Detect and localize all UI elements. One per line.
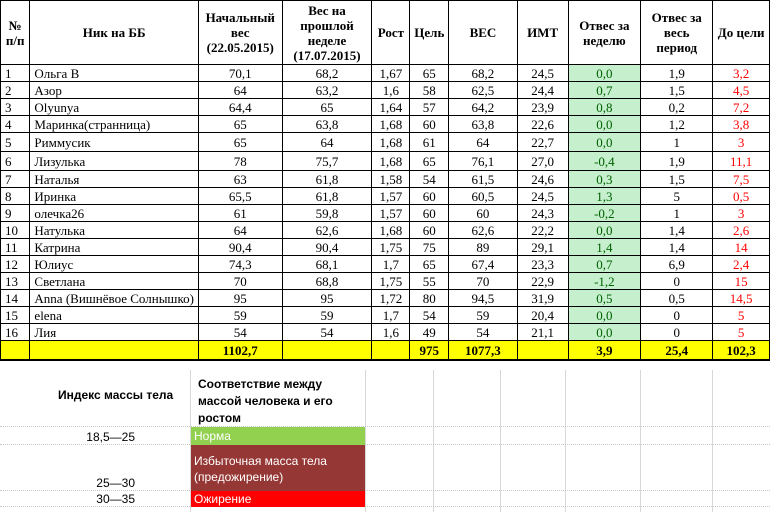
cell-last-week-weight: 59,8 — [282, 205, 372, 222]
cell-height: 1,64 — [372, 99, 410, 116]
cell-to-goal: 3 — [713, 133, 770, 152]
cell-loss-total: 1,5 — [641, 82, 713, 99]
cell-num: 3 — [1, 99, 30, 116]
cell-start-weight: 64 — [198, 222, 282, 239]
header-loss-total: Отвес за весь период — [641, 1, 713, 65]
cell-last-week-weight: 54 — [282, 324, 372, 341]
cell-bmi: 24,3 — [517, 205, 568, 222]
cell-weight: 62,5 — [449, 82, 517, 99]
cell-to-goal: 7,5 — [713, 171, 770, 188]
cell-loss-total: 1,4 — [641, 239, 713, 256]
cell-loss-week: 0,7 — [568, 256, 640, 273]
table-row — [1, 222, 770, 239]
cell-bmi: 24,5 — [517, 65, 568, 82]
cell-nick: elena — [30, 307, 199, 324]
table-row — [1, 152, 770, 171]
table-row — [1, 273, 770, 290]
cell-goal: 75 — [410, 239, 449, 256]
cell-goal: 54 — [410, 171, 449, 188]
cell-nick: Иринка — [30, 188, 199, 205]
cell-to-goal: 11,1 — [713, 152, 770, 171]
cell-nick: Наталья — [30, 171, 199, 188]
cell-loss-week: 0,0 — [568, 133, 640, 152]
cell-num: 11 — [1, 239, 30, 256]
cell-to-goal: 5 — [713, 307, 770, 324]
cell-bmi: 24,5 — [517, 188, 568, 205]
cell-goal: 60 — [410, 205, 449, 222]
cell-bmi: 20,4 — [517, 307, 568, 324]
cell-start-weight: 78 — [198, 152, 282, 171]
cell-last-week-weight: 59 — [282, 307, 372, 324]
total-goal: 975 — [410, 341, 449, 361]
cell-loss-total: 0,2 — [641, 99, 713, 116]
cell-last-week-weight: 75,7 — [282, 152, 372, 171]
table-row — [1, 324, 770, 341]
cell-height: 1,7 — [372, 256, 410, 273]
cell-last-week-weight: 95 — [282, 290, 372, 307]
cell-start-weight: 70,1 — [198, 65, 282, 82]
cell-to-goal: 5 — [713, 324, 770, 341]
table-row — [1, 290, 770, 307]
cell-num: 6 — [1, 152, 30, 171]
cell-num: 2 — [1, 82, 30, 99]
cell-weight: 60 — [449, 205, 517, 222]
header-num: № п/п — [1, 1, 30, 65]
cell-weight: 62,6 — [449, 222, 517, 239]
cell-loss-week: 0,0 — [568, 307, 640, 324]
cell-weight: 64 — [449, 133, 517, 152]
cell-loss-week: 0,0 — [568, 116, 640, 133]
cell-nick: Маринка(странница) — [30, 116, 199, 133]
cell-num: 14 — [1, 290, 30, 307]
cell-goal: 54 — [410, 307, 449, 324]
cell-bmi: 23,9 — [517, 99, 568, 116]
cell-nick: Ольга В — [30, 65, 199, 82]
cell-nick: Азор — [30, 82, 199, 99]
cell-start-weight: 95 — [198, 290, 282, 307]
cell-num: 4 — [1, 116, 30, 133]
cell-height: 1,68 — [372, 222, 410, 239]
bmi-legend — [0, 370, 770, 512]
header-nick: Ник на ББ — [30, 1, 199, 65]
cell-height: 1,68 — [372, 133, 410, 152]
cell-loss-week: 0,8 — [568, 99, 640, 116]
cell-bmi: 21,1 — [517, 324, 568, 341]
cell-loss-total: 0 — [641, 324, 713, 341]
cell-loss-total: 1 — [641, 133, 713, 152]
cell-bmi: 22,9 — [517, 273, 568, 290]
cell-bmi: 24,4 — [517, 82, 568, 99]
header-last-week-weight: Вес на прошлой неделе (17.07.2015) — [282, 1, 372, 65]
cell-loss-total: 1,4 — [641, 222, 713, 239]
cell-to-goal: 2,4 — [713, 256, 770, 273]
cell-goal: 58 — [410, 82, 449, 99]
cell-loss-week: -1,2 — [568, 273, 640, 290]
cell-loss-week: 0,7 — [568, 82, 640, 99]
cell-weight: 94,5 — [449, 290, 517, 307]
header-height: Рост — [372, 1, 410, 65]
cell-to-goal: 0,5 — [713, 188, 770, 205]
cell-last-week-weight: 62,6 — [282, 222, 372, 239]
cell-to-goal: 15 — [713, 273, 770, 290]
table-row — [1, 205, 770, 222]
cell-height: 1,68 — [372, 116, 410, 133]
cell-nick: Натулька — [30, 222, 199, 239]
cell-nick: Риммусик — [30, 133, 199, 152]
totals-row — [1, 341, 770, 361]
header-bmi: ИМТ — [517, 1, 568, 65]
cell-goal: 65 — [410, 152, 449, 171]
cell-start-weight: 65,5 — [198, 188, 282, 205]
cell-loss-week: 0,0 — [568, 324, 640, 341]
cell-num: 7 — [1, 171, 30, 188]
cell-start-weight: 65 — [198, 133, 282, 152]
cell-last-week-weight: 64 — [282, 133, 372, 152]
cell-nick: Anna (Вишнёвое Солнышко) — [30, 290, 199, 307]
cell-start-weight: 54 — [198, 324, 282, 341]
cell-height: 1,75 — [372, 273, 410, 290]
cell-empty — [30, 341, 199, 361]
header-goal: Цель — [410, 1, 449, 65]
cell-last-week-weight: 61,8 — [282, 171, 372, 188]
cell-weight: 60,5 — [449, 188, 517, 205]
cell-num: 16 — [1, 324, 30, 341]
cell-nick: Катрина — [30, 239, 199, 256]
cell-height: 1,6 — [372, 324, 410, 341]
table-row — [1, 116, 770, 133]
cell-loss-week: -0,2 — [568, 205, 640, 222]
cell-start-weight: 74,3 — [198, 256, 282, 273]
header-to-goal: До цели — [713, 1, 770, 65]
cell-weight: 63,8 — [449, 116, 517, 133]
cell-loss-total: 0 — [641, 307, 713, 324]
cell-loss-total: 1,9 — [641, 152, 713, 171]
cell-weight: 67,4 — [449, 256, 517, 273]
cell-height: 1,57 — [372, 205, 410, 222]
cell-start-weight: 63 — [198, 171, 282, 188]
cell-loss-total: 0 — [641, 273, 713, 290]
legend-range-obese: 30—35 — [96, 492, 135, 506]
cell-nick: Лия — [30, 324, 199, 341]
legend-label-overweight: Избыточная масса тела (предожирение) — [191, 445, 365, 491]
table-row — [1, 256, 770, 273]
cell-goal: 80 — [410, 290, 449, 307]
legend-title-bmi: Индекс массы тела — [58, 388, 174, 402]
cell-start-weight: 64 — [198, 82, 282, 99]
cell-nick: Юлиус — [30, 256, 199, 273]
cell-loss-week: 0,3 — [568, 171, 640, 188]
cell-loss-total: 1 — [641, 205, 713, 222]
cell-last-week-weight: 68,8 — [282, 273, 372, 290]
cell-goal: 60 — [410, 222, 449, 239]
cell-start-weight: 90,4 — [198, 239, 282, 256]
cell-start-weight: 65 — [198, 116, 282, 133]
header-start-weight: Начальный вес (22.05.2015) — [198, 1, 282, 65]
cell-last-week-weight: 63,2 — [282, 82, 372, 99]
legend-range-normal: 18,5—25 — [86, 430, 135, 444]
cell-weight: 61,5 — [449, 171, 517, 188]
cell-loss-week: 0,0 — [568, 65, 640, 82]
cell-weight: 64,2 — [449, 99, 517, 116]
cell-weight: 59 — [449, 307, 517, 324]
cell-num: 5 — [1, 133, 30, 152]
cell-to-goal: 3 — [713, 205, 770, 222]
cell-start-weight: 70 — [198, 273, 282, 290]
cell-start-weight: 64,4 — [198, 99, 282, 116]
cell-to-goal: 14 — [713, 239, 770, 256]
header-weight: ВЕС — [449, 1, 517, 65]
cell-goal: 49 — [410, 324, 449, 341]
cell-last-week-weight: 68,2 — [282, 65, 372, 82]
cell-last-week-weight: 68,1 — [282, 256, 372, 273]
cell-nick: Лизулька — [30, 152, 199, 171]
cell-num: 8 — [1, 188, 30, 205]
cell-last-week-weight: 61,8 — [282, 188, 372, 205]
cell-start-weight: 59 — [198, 307, 282, 324]
cell-loss-week: 0,5 — [568, 290, 640, 307]
cell-loss-total: 1,9 — [641, 65, 713, 82]
cell-loss-week: -0,4 — [568, 152, 640, 171]
cell-bmi: 22,6 — [517, 116, 568, 133]
cell-height: 1,75 — [372, 239, 410, 256]
header-row — [1, 1, 770, 65]
cell-last-week-weight: 65 — [282, 99, 372, 116]
table-row — [1, 188, 770, 205]
table-row — [1, 133, 770, 152]
cell-num: 15 — [1, 307, 30, 324]
cell-bmi: 27,0 — [517, 152, 568, 171]
cell-last-week-weight: 90,4 — [282, 239, 372, 256]
cell-num: 10 — [1, 222, 30, 239]
cell-bmi: 22,7 — [517, 133, 568, 152]
cell-goal: 60 — [410, 188, 449, 205]
cell-to-goal: 3,2 — [713, 65, 770, 82]
cell-nick: олечка26 — [30, 205, 199, 222]
legend-label-obese: Ожирение — [191, 491, 365, 507]
cell-goal: 57 — [410, 99, 449, 116]
legend-label-normal: Норма — [191, 427, 365, 445]
cell-height: 1,57 — [372, 188, 410, 205]
cell-bmi: 23,3 — [517, 256, 568, 273]
cell-to-goal: 2,6 — [713, 222, 770, 239]
cell-empty — [517, 341, 568, 361]
cell-empty — [1, 341, 30, 361]
cell-height: 1,6 — [372, 82, 410, 99]
cell-empty — [282, 341, 372, 361]
cell-height: 1,68 — [372, 152, 410, 171]
cell-nick: Светлана — [30, 273, 199, 290]
cell-height: 1,67 — [372, 65, 410, 82]
table-row — [1, 65, 770, 82]
cell-weight: 54 — [449, 324, 517, 341]
cell-to-goal: 14,5 — [713, 290, 770, 307]
cell-start-weight: 61 — [198, 205, 282, 222]
cell-goal: 65 — [410, 65, 449, 82]
table-row — [1, 307, 770, 324]
cell-num: 1 — [1, 65, 30, 82]
cell-goal: 61 — [410, 133, 449, 152]
cell-bmi: 31,9 — [517, 290, 568, 307]
cell-to-goal: 3,8 — [713, 116, 770, 133]
header-loss-week: Отвес за неделю — [568, 1, 640, 65]
total-start-weight: 1102,7 — [198, 341, 282, 361]
cell-weight: 89 — [449, 239, 517, 256]
total-loss-total: 25,4 — [641, 341, 713, 361]
cell-to-goal: 7,2 — [713, 99, 770, 116]
cell-loss-week: 0,0 — [568, 222, 640, 239]
cell-height: 1,7 — [372, 307, 410, 324]
cell-loss-week: 1,4 — [568, 239, 640, 256]
cell-loss-total: 5 — [641, 188, 713, 205]
cell-loss-total: 0,5 — [641, 290, 713, 307]
cell-bmi: 24,6 — [517, 171, 568, 188]
cell-num: 13 — [1, 273, 30, 290]
cell-loss-total: 1,2 — [641, 116, 713, 133]
cell-nick: Olyunya — [30, 99, 199, 116]
table-row — [1, 99, 770, 116]
legend-range-overweight: 25—30 — [96, 476, 135, 490]
cell-bmi: 29,1 — [517, 239, 568, 256]
cell-empty — [372, 341, 410, 361]
cell-weight: 70 — [449, 273, 517, 290]
cell-goal: 60 — [410, 116, 449, 133]
cell-height: 1,58 — [372, 171, 410, 188]
total-loss-week: 3,9 — [568, 341, 640, 361]
cell-bmi: 22,2 — [517, 222, 568, 239]
cell-weight: 76,1 — [449, 152, 517, 171]
cell-weight: 68,2 — [449, 65, 517, 82]
cell-loss-week: 1,3 — [568, 188, 640, 205]
cell-goal: 55 — [410, 273, 449, 290]
legend-title-match: Соответствие между массой человека и его ростом — [198, 377, 333, 425]
table-row — [1, 82, 770, 99]
cell-loss-total: 1,5 — [641, 171, 713, 188]
table-row — [1, 239, 770, 256]
cell-to-goal: 4,5 — [713, 82, 770, 99]
cell-num: 9 — [1, 205, 30, 222]
cell-height: 1,72 — [372, 290, 410, 307]
cell-num: 12 — [1, 256, 30, 273]
total-to-goal: 102,3 — [713, 341, 770, 361]
cell-goal: 65 — [410, 256, 449, 273]
table-row — [1, 171, 770, 188]
cell-last-week-weight: 63,8 — [282, 116, 372, 133]
total-weight: 1077,3 — [449, 341, 517, 361]
cell-loss-total: 6,9 — [641, 256, 713, 273]
